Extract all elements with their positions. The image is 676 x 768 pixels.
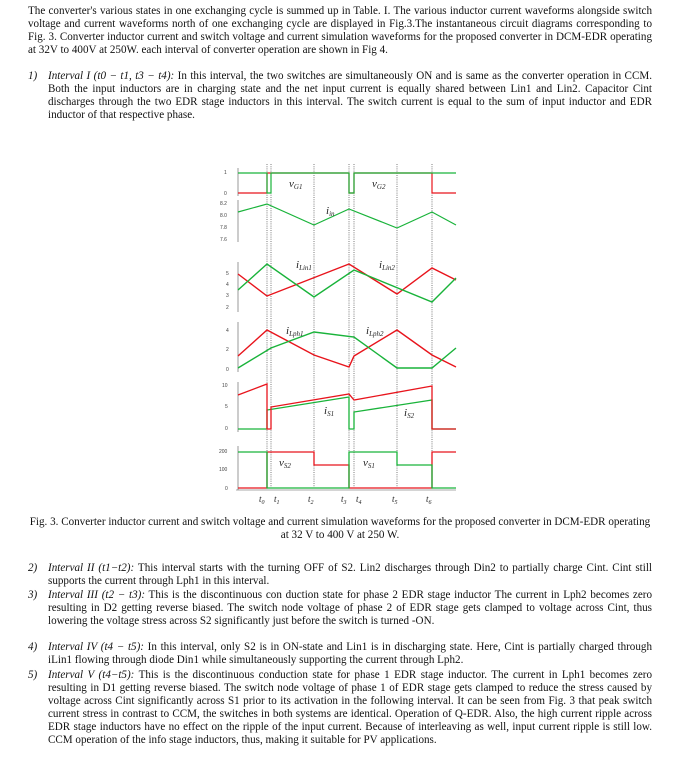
label-ilph1: iLph1 — [286, 325, 304, 338]
item-title: Interval I (t0 − t1, t3 − t4): — [48, 70, 175, 82]
item-text: This is the discontinuous con duction state for phase 2 EDR stage inductor The current in Lph2 becomes zero resulting in D2 getting reverse biased. The switch node voltage of phase 2 of EDR stage gets clamped to voltage across Cint, thus lowering the voltage stress across S2 significantly just before the switch is turned -ON. — [48, 589, 652, 628]
label-is2: iS2 — [404, 407, 415, 420]
item-text: In this interval, only S2 is in ON-state and Lin1 is in discharging state. Here, Cint is partially charged through iLin1 flowing through diode Din1 while simultaneously supporting the current through Lph2. — [48, 641, 652, 667]
tick-label: 7.8 — [220, 225, 227, 231]
tick-label: 2 — [226, 347, 229, 353]
item-number: 4) — [28, 641, 38, 653]
ilin1-waveform — [238, 264, 456, 296]
label-vs1: vS1 — [363, 457, 375, 470]
label-vg2: vG2 — [372, 178, 386, 191]
time-label-t1: $t_1$ — [274, 494, 280, 504]
item-number: 2) — [28, 562, 38, 574]
list-item — [28, 70, 652, 122]
time-label-t4: $t_4$ — [356, 494, 362, 504]
list-item — [28, 641, 652, 667]
item-title: Interval IV (t4 − t5): — [48, 641, 144, 653]
tick-label: 10 — [222, 383, 228, 389]
list-item — [28, 562, 652, 588]
tick-label: 5 — [226, 271, 229, 277]
tick-label: 0 — [225, 426, 228, 432]
label-iin: iin — [326, 205, 335, 218]
time-label-t2: $t_2$ — [308, 494, 314, 504]
tick-label: 5 — [225, 404, 228, 410]
time-label-t3: $t_3$ — [341, 494, 347, 504]
label-ilin2: iLin2 — [379, 259, 395, 272]
tick-label: 8.2 — [220, 201, 227, 207]
list-item — [28, 669, 652, 748]
label-is1: iS1 — [324, 405, 335, 418]
waveform-figure — [216, 162, 461, 504]
item-text: In this interval, the two switches are simultaneously ON and is same as the converter operation in CCM. Both the input inductors are in charging state and the net input current is equally shared between Lin1 and Lin2. Capacitor Cint discharges through the two EDR stage inductors in this interval. The switch current is equal to the sum of input inductor and EDR inductor of that respective phase. — [48, 70, 652, 122]
time-label-t6: $t_6$ — [426, 494, 432, 504]
time-labels — [259, 494, 432, 504]
panel-labels — [279, 178, 415, 470]
tick-label: 100 — [219, 467, 228, 473]
tick-label: 2 — [226, 305, 229, 311]
list-item — [28, 589, 652, 628]
item-title: Interval II (t1−t2): — [48, 562, 135, 574]
vg2-waveform — [238, 173, 456, 193]
item-title: Interval III (t2 − t3): — [48, 589, 146, 601]
tick-label: 8.0 — [220, 213, 227, 219]
label-ilin1: iLin1 — [296, 259, 312, 272]
item-number: 3) — [28, 589, 38, 601]
label-ilph2: iLph2 — [366, 325, 384, 338]
tick-label: 0 — [226, 367, 229, 373]
tick-label: 4 — [226, 328, 229, 334]
tick-label: 3 — [226, 293, 229, 299]
tick-label: 0 — [224, 191, 227, 197]
tick-label: 0 — [225, 486, 228, 492]
intro-paragraph: The converter's various states in one exchanging cycle is summed up in Table. I. The various inductor current waveforms alongside switch voltage and current waveforms north of one exchanging cycle are displayed in Fig.3.The instantaneous circuit diagrams corresponding to Fig. 3. Converter inductor current and switch voltage and current simulation waveforms for the proposed converter in DCM-EDR operating at 32V to 400V at 250W. each interval of converter operation are shown in Fig 4. — [28, 5, 652, 57]
label-vg1: vG1 — [289, 178, 303, 191]
item-number: 5) — [28, 669, 38, 681]
item-title: Interval V (t4−t5): — [48, 669, 135, 681]
tick-label: 7.6 — [220, 237, 227, 243]
y-tick-labels — [219, 170, 229, 492]
tick-label: 4 — [226, 282, 229, 288]
item-text: This is the discontinuous conduction state for phase 1 EDR stage inductor. The current in Lph1 becomes zero resulting in D1 getting reverse biased. The switch node voltage of phase 1 of EDR stage gets clamped to reduce the stress caused by voltage across Cint significantly across S1 prior to its activation in the following interval. It can be seen from Fig. 3 that peak switch current stress in contrast to CCM, the switches in both systems are identical. Operation of Q-EDR. Also, the high current ripple across EDR stage inductors have no effect on the ripple of the input current. Because of interleaving as well, input current ripple is still low. CCM operation of the info stage inductors, thus, making it suitable for PV applications. — [48, 669, 652, 747]
item-number: 1) — [28, 70, 38, 82]
item-text: This interval starts with the turning OFF of S2. Lin2 discharges through Din2 to partially charge Cint. Cint still supports the current through Lph1 in this interval. — [48, 562, 652, 588]
time-label-t0: $t_0$ — [259, 494, 265, 504]
figure-caption: Fig. 3. Converter inductor current and switch voltage and current simulation waveforms for the proposed converter in DCM-EDR operating at 32 V to 400 V at 250 W. — [29, 516, 651, 542]
tick-label: 200 — [219, 449, 228, 455]
label-vs2: vS2 — [279, 457, 291, 470]
time-label-t5: $t_5$ — [392, 494, 398, 504]
tick-label: 1 — [224, 170, 227, 176]
